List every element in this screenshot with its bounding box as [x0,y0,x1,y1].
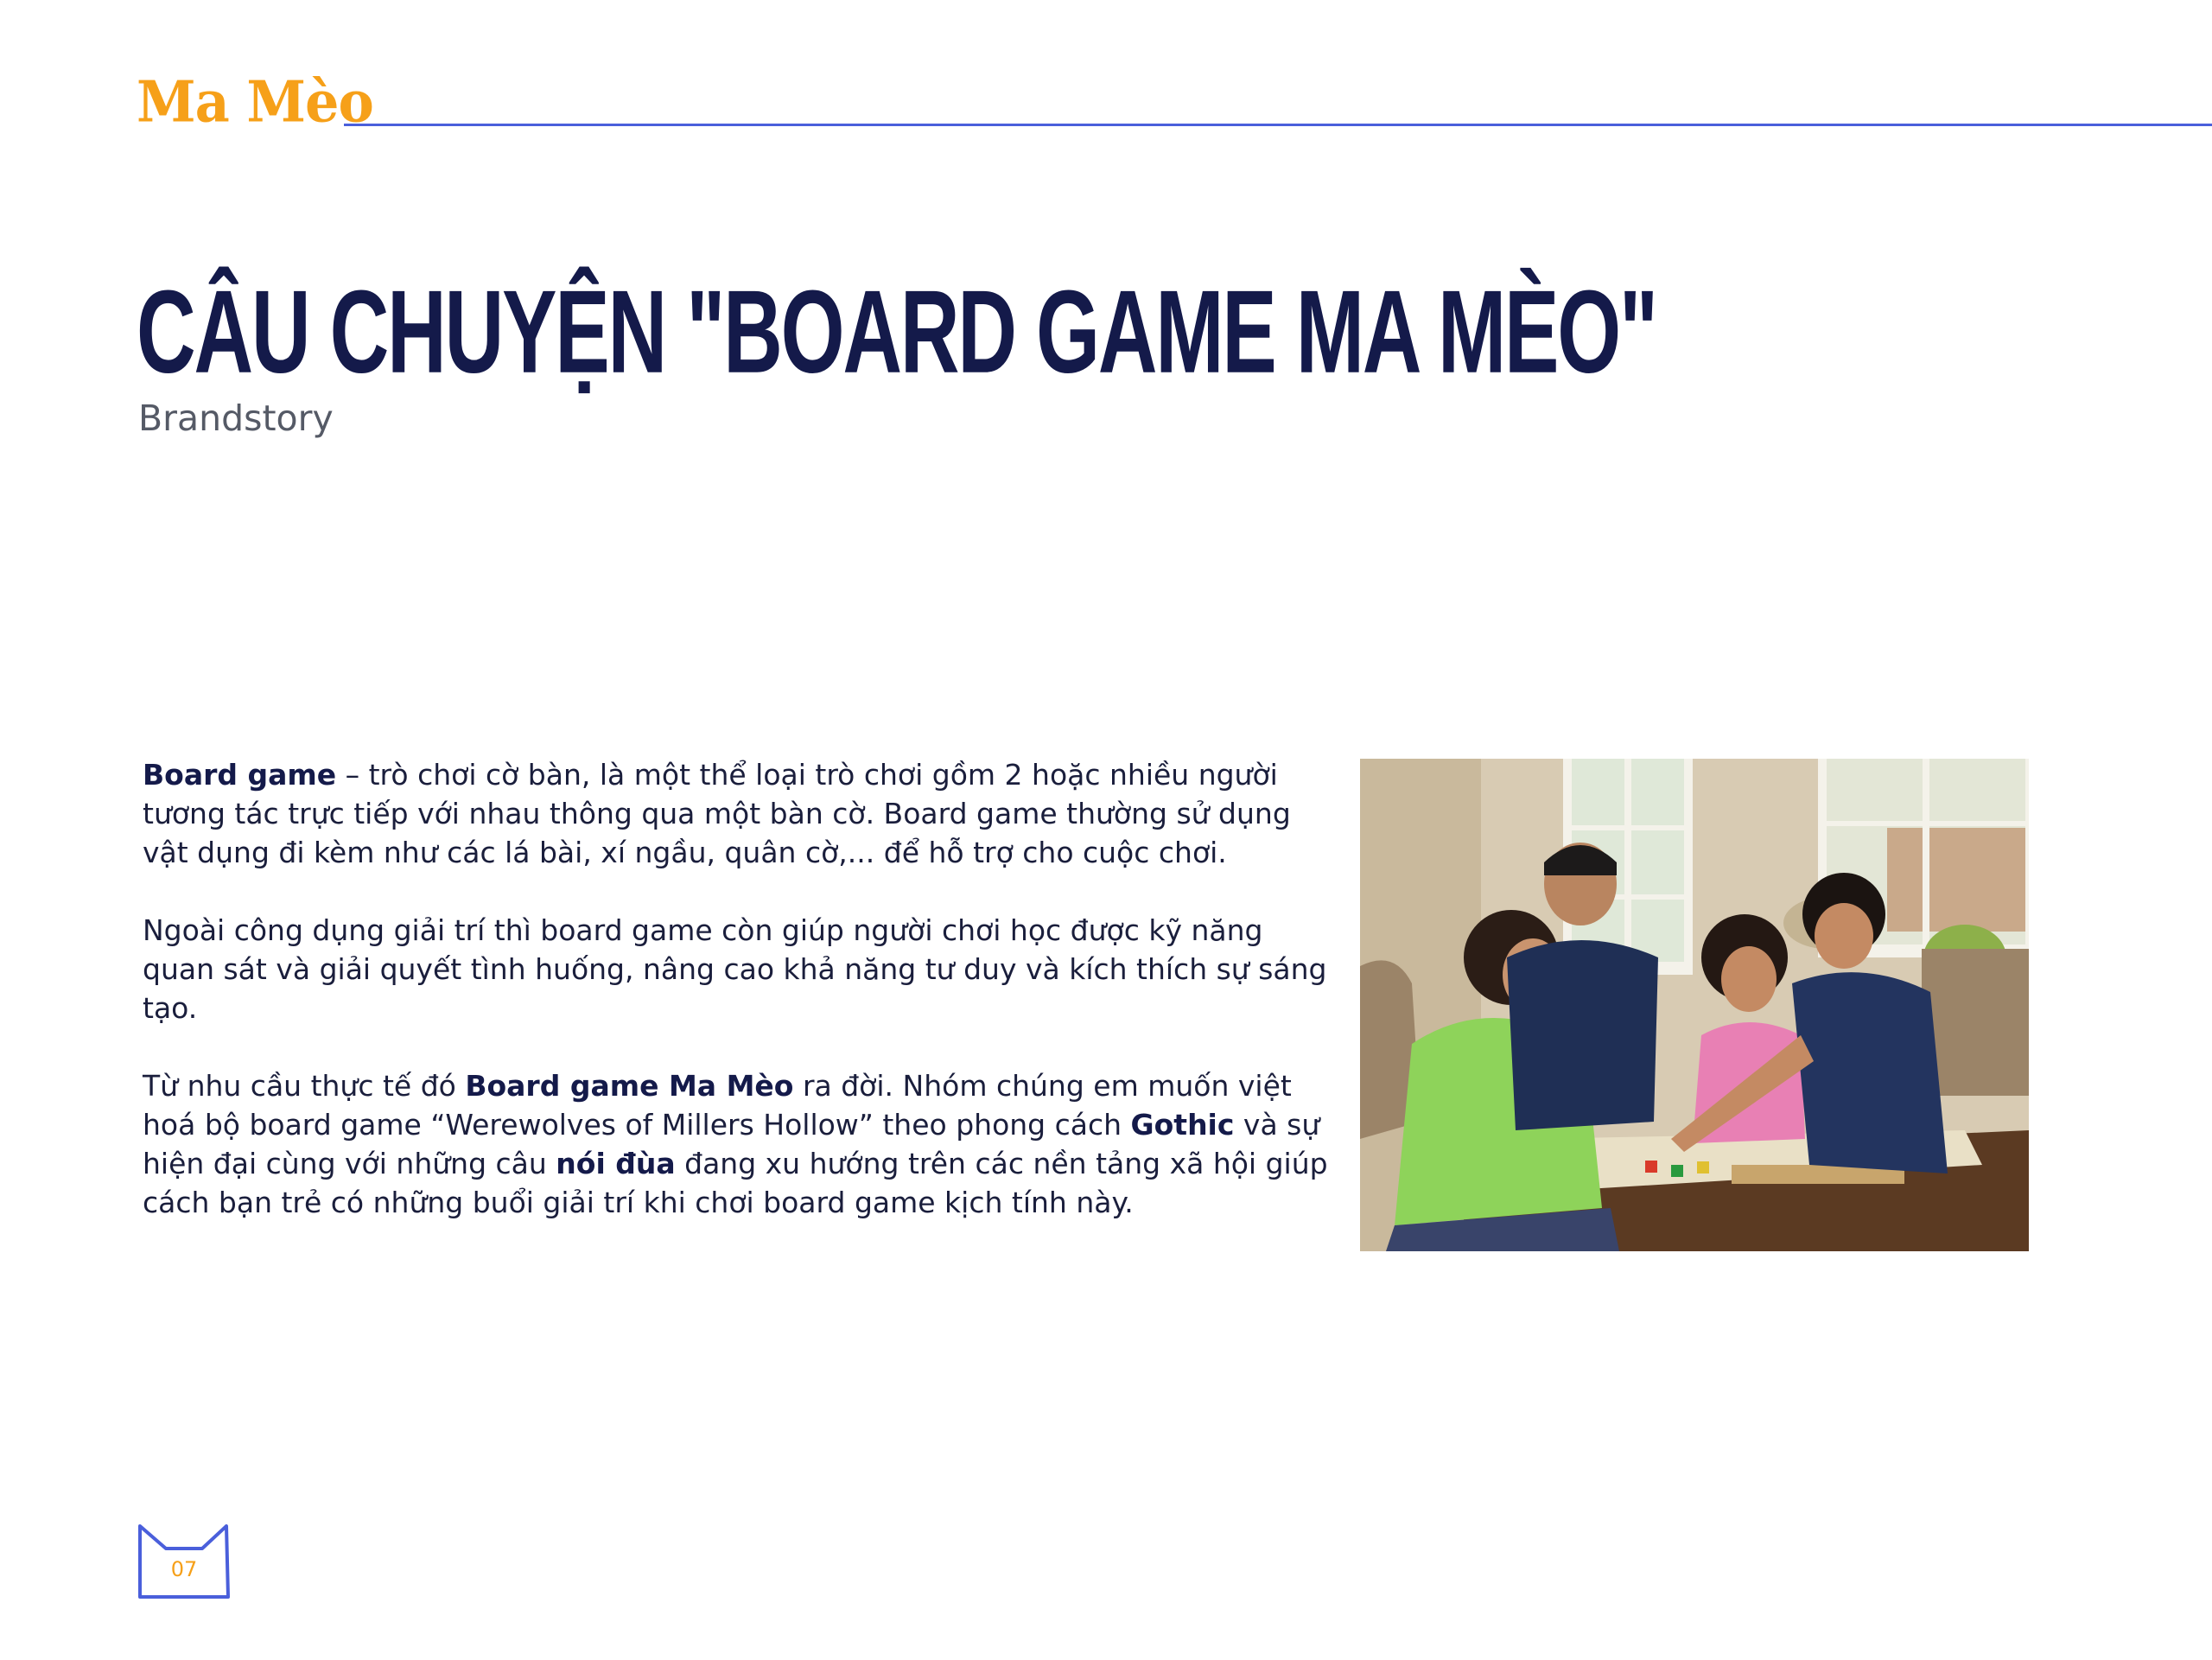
paragraph-text: và sự hiện đại cùng với những câu [143,1108,1320,1180]
bold-term: Board game Ma Mèo [465,1069,794,1103]
bold-term: Board game [143,758,337,792]
paragraph-origin [143,1066,1335,1222]
paragraph-text: Từ nhu cầu thực tế đó [143,1069,466,1103]
page-title: CÂU CHUYỆN "BOARD GAME MA MÈO" [137,264,1656,398]
paragraph-text: ra đời. Nhóm chúng em muốn việt hoá bộ board game “Werewolves of Millers Hollow” theo phong cách [143,1069,1292,1142]
page-number: 07 [170,1557,198,1581]
header-divider [344,124,2212,126]
paragraph-text: đang xu hướng trên các nền tảng xã hội giúp cách bạn trẻ có những buổi giải trí khi chơi board game kịch tính này. [143,1147,1328,1219]
bold-term: nói đùa [556,1147,676,1180]
family-board-game-photo [1360,759,2029,1251]
paragraph-benefits [143,911,1335,1027]
paragraph-text: – trò chơi cờ bàn, là một thể loại trò chơi gồm 2 hoặc nhiều người tương tác trực tiếp với nhau thông qua một bàn cờ. Board game thường sử dụng vật dụng đi kèm như các lá bài, xí ngầu, quân cờ,... để hỗ trợ cho cuộc chơi. [143,758,1291,869]
bold-term: Gothic [1130,1108,1235,1142]
paragraph-text: Ngoài công dụng giải trí thì board game còn giúp người chơi học được kỹ năng quan sát và giải quyết tình huống, nâng cao khả năng tư duy và kích thích sự sáng tạo. [143,913,1327,1025]
paragraph-board-game-definition [143,755,1335,872]
page-number-badge [137,1523,232,1600]
page-subtitle: Brandstory [138,398,334,439]
brand-logo: Ma Mèo [137,68,373,136]
body-text [143,755,1335,1261]
